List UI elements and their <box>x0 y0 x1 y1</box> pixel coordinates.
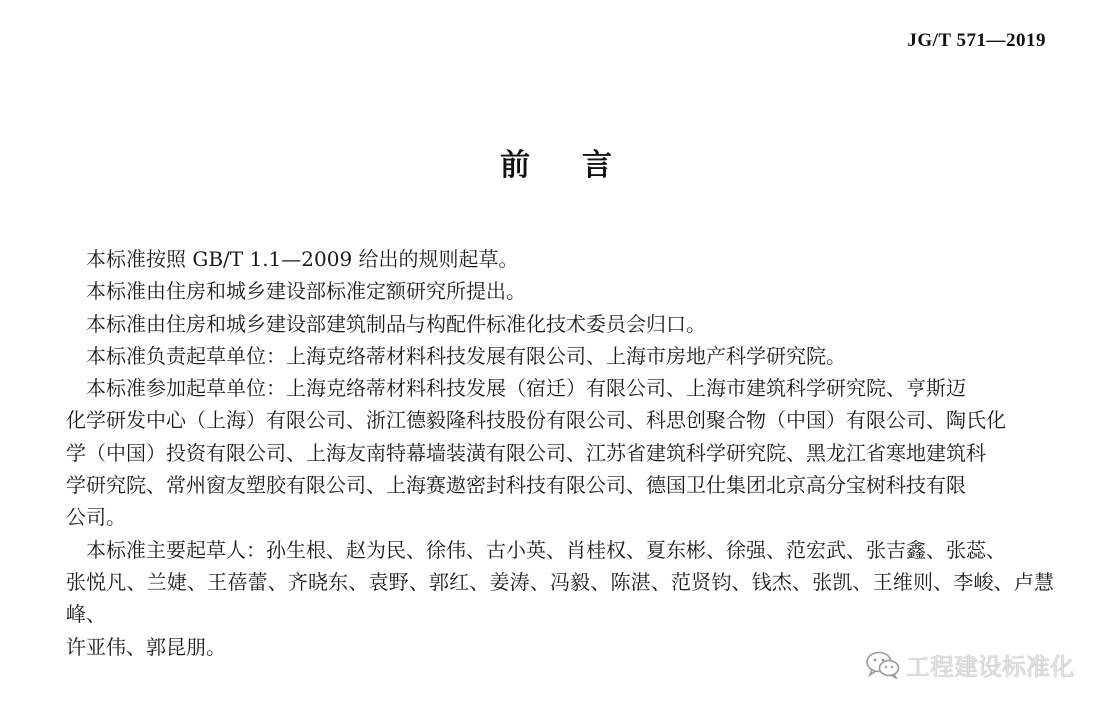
title-char-1: 前 <box>500 148 530 183</box>
paragraph-participating-units-line-5: 公司。 <box>66 505 126 530</box>
paragraph-drafters-line-1: 本标准主要起草人：孙生根、赵为民、徐伟、古小英、肖桂权、夏东彬、徐强、范宏武、张吉鑫、张蕊、 <box>86 537 1006 562</box>
wechat-icon <box>866 651 900 679</box>
standard-number: JG/T 571—2019 <box>907 30 1046 51</box>
paragraph-drafters-line-3: 许亚伟、郭昆朋。 <box>66 634 226 659</box>
paragraph-participating-units-line-3: 学（中国）投资有限公司、上海友南特幕墙装潢有限公司、江苏省建筑科学研究院、黑龙江省寒地建筑科 <box>66 440 986 465</box>
paragraph-administered-by: 本标准由住房和城乡建设部建筑制品与构配件标准化技术委员会归口。 <box>86 311 706 336</box>
paragraph-responsible-units: 本标准负责起草单位：上海克络蒂材料科技发展有限公司、上海市房地产科学研究院。 <box>86 343 846 368</box>
paragraph-drafting-rules: 本标准按照 GB/T 1.1—2009 给出的规则起草。 <box>86 247 519 271</box>
watermark-text: 工程建设标准化 <box>906 653 1074 681</box>
page-title <box>0 140 1112 184</box>
title-char-2: 言 <box>582 148 612 183</box>
paragraph-participating-units-line-2: 化学研发中心（上海）有限公司、浙江德毅隆科技股份有限公司、科思创聚合物（中国）有限公司、陶氏化 <box>66 408 1006 433</box>
paragraph-participating-units-line-4: 学研究院、常州窗友塑胶有限公司、上海赛遨密封科技有限公司、德国卫仕集团北京高分宝树科技有限 <box>66 473 966 498</box>
watermark <box>866 647 1074 682</box>
paragraph-proposed-by: 本标准由住房和城乡建设部标准定额研究所提出。 <box>86 279 526 304</box>
paragraph-participating-units-line-1: 本标准参加起草单位：上海克络蒂材料科技发展（宿迁）有限公司、上海市建筑科学研究院、亨斯迈 <box>86 376 966 401</box>
foreword-body <box>66 243 1054 663</box>
paragraph-drafters-line-2: 张悦凡、兰婕、王蓓蕾、齐晓东、袁野、郭红、姜涛、冯毅、陈湛、范贤钧、钱杰、张凯、王维则、李峻、卢慧峰、 <box>66 569 1054 627</box>
